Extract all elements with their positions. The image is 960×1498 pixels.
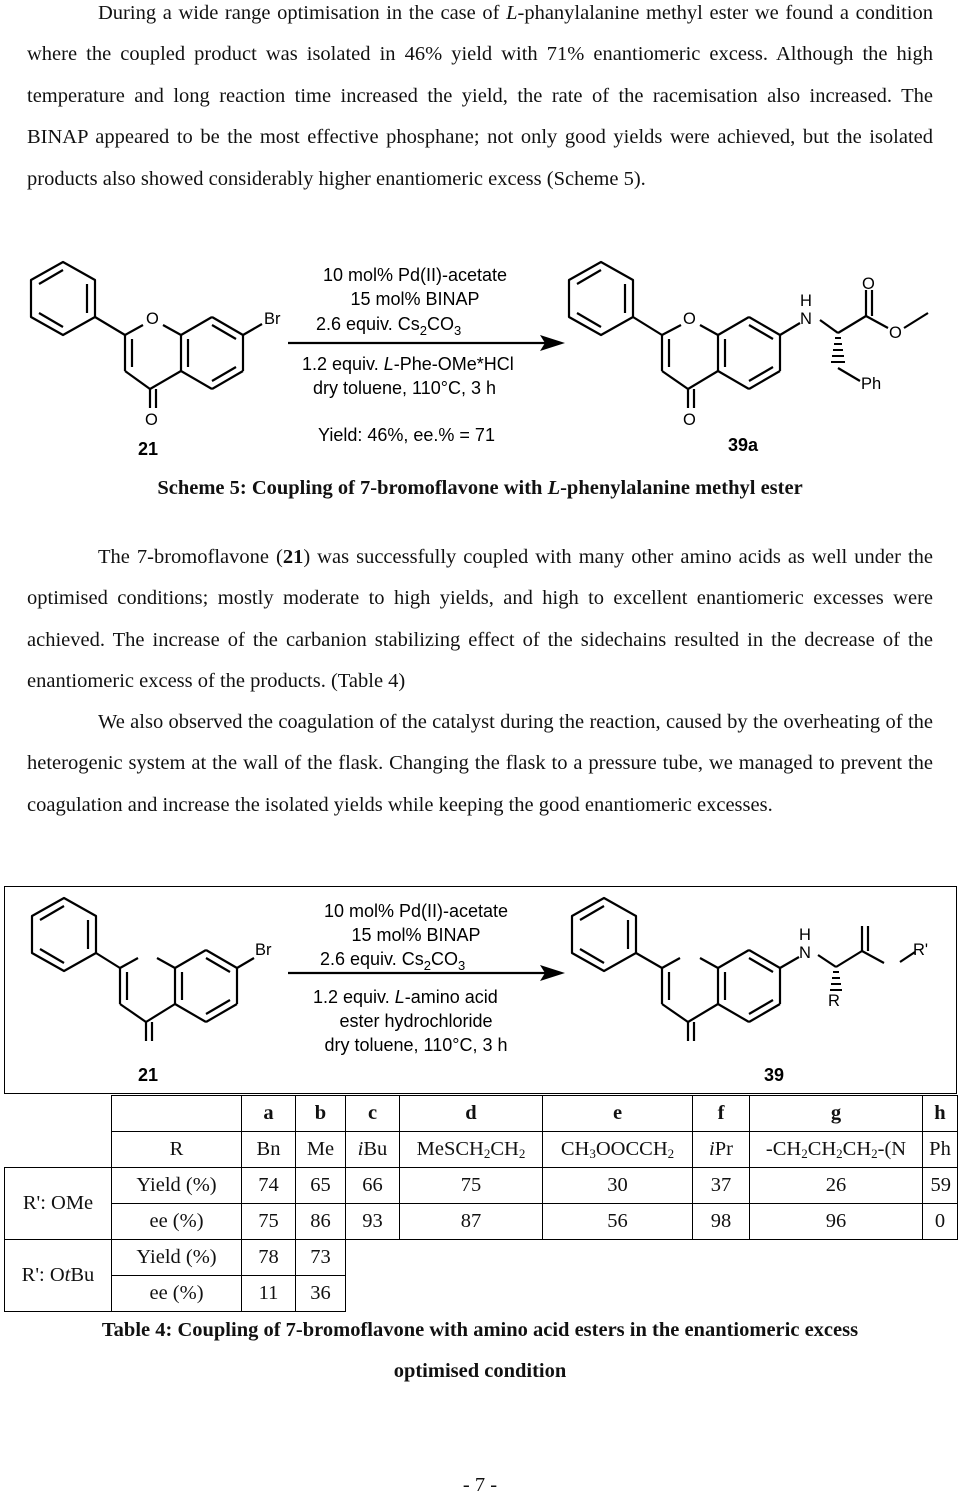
paragraph-1 bbox=[27, 0, 933, 200]
table-cell: 75 bbox=[242, 1204, 296, 1240]
table-header-row bbox=[5, 1096, 958, 1132]
table-row-ome-ee bbox=[5, 1204, 958, 1240]
table-cell: iPr bbox=[693, 1132, 750, 1168]
atom-O: O bbox=[146, 310, 159, 328]
paragraph-3: We also observed the coagulation of the catalyst during the reaction, caused by the overheating of the heterogenic system at the wall of the flask. Changing the flask to a pressure tube, we managed to prevent the coagulation and increase the isolated yields while keeping the good enantiomeric excesses. bbox=[27, 711, 933, 816]
table-cell: Bn bbox=[242, 1132, 296, 1168]
table-cell: 0 bbox=[923, 1204, 958, 1240]
paragraph-2: The 7-bromoflavone (21) was successfully coupled with many other amino acids as well under the optimised conditions; mostly moderate to high yields, and high to excellent enantiomeric excesses were achieved. The increase of the carbanion stabilizing effect of the sidechains resulted in the decrease of the enantiomeric excess of the products. (Table 4) bbox=[27, 546, 933, 693]
page-number: - 7 - bbox=[462, 1474, 498, 1496]
row-label: Yield (%) bbox=[112, 1168, 242, 1204]
phenyl-ring bbox=[31, 262, 95, 335]
compound-label-21: 21 bbox=[138, 439, 159, 459]
compound-label-39a: 39a bbox=[728, 435, 759, 455]
table-cell: 73 bbox=[296, 1240, 346, 1276]
atom-N: N bbox=[799, 944, 811, 962]
col-header: f bbox=[693, 1096, 750, 1132]
table-cell: iBu bbox=[346, 1132, 400, 1168]
table-cell: $CH_3OOCCH_2$ bbox=[543, 1132, 693, 1168]
atom-R: R bbox=[828, 992, 840, 1010]
table-row-otbu-ee bbox=[5, 1276, 958, 1312]
t4-condition-line-3: 2.6 equiv. $Cs_2CO_3$ bbox=[320, 949, 466, 973]
p1-text-a: During a wide range optimisation in the case of bbox=[98, 2, 507, 24]
row-label: ee (%) bbox=[112, 1204, 242, 1240]
table-4 bbox=[4, 1095, 958, 1312]
scheme-5-caption: Scheme 5: Coupling of 7-bromoflavone with L-phenylalanine methyl ester bbox=[157, 477, 803, 499]
scheme-5-graphic bbox=[0, 245, 960, 470]
atom-Br: Br bbox=[264, 310, 281, 328]
table-cell: 74 bbox=[242, 1168, 296, 1204]
atom-Ph: Ph bbox=[861, 375, 882, 393]
table-cell: 66 bbox=[346, 1168, 400, 1204]
row-label: Yield (%) bbox=[112, 1240, 242, 1276]
table-cell: 59 bbox=[923, 1168, 958, 1204]
table-cell: 37 bbox=[693, 1168, 750, 1204]
table-cell: 93 bbox=[346, 1204, 400, 1240]
atom-O: O bbox=[889, 324, 902, 342]
table-row-R bbox=[5, 1132, 958, 1168]
atom-H: H bbox=[800, 292, 812, 310]
table-cell: 56 bbox=[543, 1204, 693, 1240]
t4-condition-line-1: 10 mol% Pd(II)-acetate bbox=[323, 901, 509, 921]
table-cell: $-CH_2CH_2CH_2-(N$ bbox=[750, 1132, 923, 1168]
group-label-otbu: R': OtBu bbox=[5, 1240, 112, 1312]
table-cell: Ph bbox=[923, 1132, 958, 1168]
condition-line-1: 10 mol% Pd(II)-acetate bbox=[322, 265, 508, 285]
table-row-ome-yield bbox=[5, 1168, 958, 1204]
col-header: d bbox=[400, 1096, 543, 1132]
table-cell: 36 bbox=[296, 1276, 346, 1312]
table-cell: 87 bbox=[400, 1204, 543, 1240]
table-cell: 96 bbox=[750, 1204, 923, 1240]
condition-line-5: dry toluene, 110°C, 3 h bbox=[313, 378, 496, 398]
condition-line-2: 15 mol% BINAP bbox=[350, 289, 480, 309]
col-header: b bbox=[296, 1096, 346, 1132]
compound-label-21: 21 bbox=[138, 1065, 159, 1085]
table-cell: Me bbox=[296, 1132, 346, 1168]
table-cell: 65 bbox=[296, 1168, 346, 1204]
table-cell: 26 bbox=[750, 1168, 923, 1204]
atom-R-prime: R' bbox=[913, 941, 929, 959]
col-header: h bbox=[923, 1096, 958, 1132]
atom-N: N bbox=[800, 310, 812, 328]
result-text: Yield: 46%, ee.% = 71 bbox=[318, 425, 495, 445]
row-label: ee (%) bbox=[112, 1276, 242, 1312]
t4-condition-line-4: 1.2 equiv. L-amino acid bbox=[313, 987, 498, 1007]
p1-text-b: -phanylalanine methyl ester we found a condition where the coupled product was isolated in 46% yield with 71% enantiomeric excess. Although the high temperature and long reaction time increased the yield, the rate of the racemisation also increased. The BINAP appeared to be the most effective phosphane; not only good yields were achieved, but the isolated products also showed considerably higher enantiomeric excess (Scheme 5). bbox=[27, 2, 934, 190]
table-4-scheme-graphic bbox=[0, 886, 960, 1095]
t4-condition-line-5: ester hydrochloride bbox=[339, 1011, 493, 1031]
atom-Br: Br bbox=[255, 941, 272, 959]
t4-condition-line-2: 15 mol% BINAP bbox=[351, 925, 481, 945]
table-cell: 78 bbox=[242, 1240, 296, 1276]
table-cell: 11 bbox=[242, 1276, 296, 1312]
atom-O: O bbox=[683, 411, 696, 429]
t4-condition-line-6: dry toluene, 110°C, 3 h bbox=[324, 1035, 508, 1055]
table-cell: 75 bbox=[400, 1168, 543, 1204]
col-header: c bbox=[346, 1096, 400, 1132]
table-4-caption-line-1: Table 4: Coupling of 7-bromoflavone with amino acid esters in the enantiomeric excess bbox=[101, 1319, 859, 1341]
table-cell: 86 bbox=[296, 1204, 346, 1240]
row-label: R bbox=[112, 1132, 242, 1168]
table-row-otbu-yield bbox=[5, 1240, 958, 1276]
atom-O: O bbox=[145, 411, 158, 429]
condition-line-4: 1.2 equiv. L-Phe-OMe*HCl bbox=[302, 354, 514, 374]
col-header: e bbox=[543, 1096, 693, 1132]
table-cell: $MeSCH_2CH_2$ bbox=[400, 1132, 543, 1168]
table-cell: 30 bbox=[543, 1168, 693, 1204]
col-header: a bbox=[242, 1096, 296, 1132]
atom-H: H bbox=[799, 926, 811, 944]
col-header: g bbox=[750, 1096, 923, 1132]
atom-O: O bbox=[862, 275, 875, 293]
condition-line-3: 2.6 equiv. $Cs_2CO_3$ bbox=[316, 314, 462, 338]
p1-italic-L: L bbox=[506, 2, 518, 24]
atom-O: O bbox=[683, 310, 696, 328]
compound-label-39: 39 bbox=[764, 1065, 785, 1085]
group-label-ome: R': OMe bbox=[5, 1168, 112, 1240]
table-cell: 98 bbox=[693, 1204, 750, 1240]
table-4-caption-line-2: optimised condition bbox=[393, 1360, 567, 1382]
